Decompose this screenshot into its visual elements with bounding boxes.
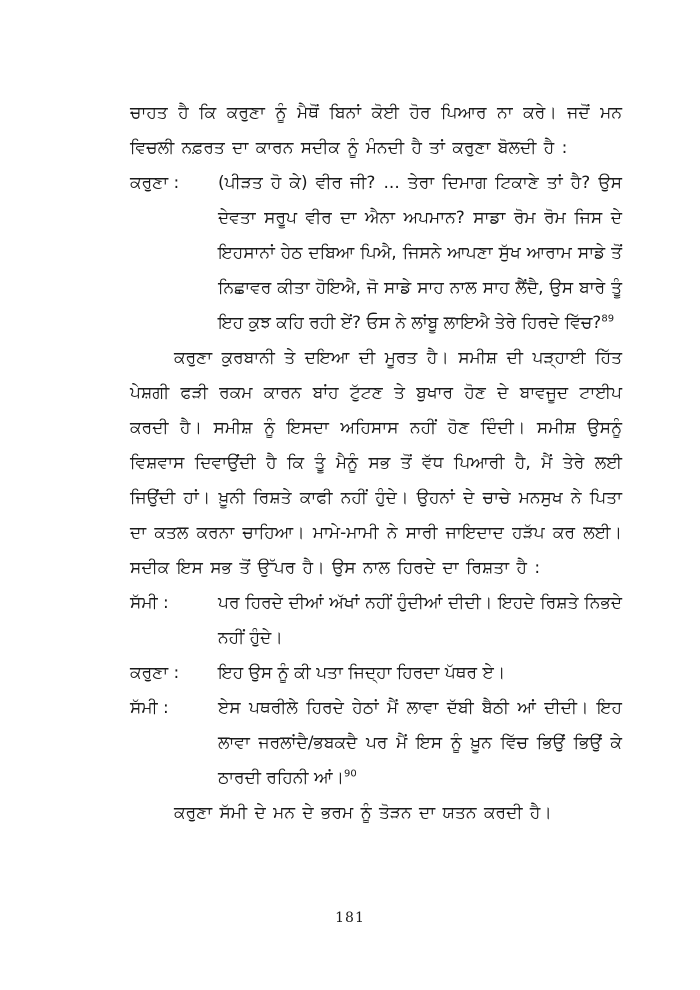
paragraph-karuna-description: ਕਰੁਣਾ ਕੁਰਬਾਨੀ ਤੇ ਦਇਆ ਦੀ ਮੂਰਤ ਹੈ। ਸਮੀਸ਼ ਦੀ ਪੜ੍ਹਾਈ ਹਿੱਤ ਪੇਸ਼ਗੀ ਫੜੀ ਰਕਮ ਕਾਰਨ ਬਾਂਹ ਟੁੱਟਣ ਤੇ ਬੁਖਾਰ ਹੋਣ ਦੇ ਬਾਵਜੂਦ ਟਾਈਪ ਕਰਦੀ ਹੈ। ਸਮੀਸ਼ ਨੂੰ ਇਸਦਾ ਅਹਿਸਾਸ ਨਹੀਂ ਹੋਣ ਦਿੰਦੀ। ਸਮੀਸ਼ ਉਸਨੂੰ ਵਿਸ਼ਵਾਸ ਦਿਵਾਉਂਦੀ ਹੈ ਕਿ ਤੂੰ ਮੈਨੂੰ ਸਭ ਤੋਂ ਵੱਧ ਪਿਆਰੀ ਹੈ, ਮੈਂ ਤੇਰੇ ਲਈ ਜਿਉਂਦੀ ਹਾਂ। ਖ਼ੂਨੀ ਰਿਸ਼ਤੇ ਕਾਫੀ ਨਹੀਂ ਹੁੰਦੇ। ਉਹਨਾਂ ਦੇ ਚਾਚੇ ਮਨਸੁਖ ਨੇ ਪਿਤਾ ਦਾ ਕਤਲ ਕਰਨਾ ਚਾਹਿਆ। ਮਾਮੇ-ਮਾਮੀ ਨੇ ਸਾਰੀ ਜਾਇਦਾਦ ਹੜੱਪ ਕਰ ਲਈ। ਸਦੀਕ ਇਸ ਸਭ ਤੋਂ ਉੱਪਰ ਹੈ। ਉਸ ਨਾਲ ਹਿਰਦੇ ਦਾ ਰਿਸ਼ਤਾ ਹੈ : — [130, 348, 622, 578]
speech-text — [218, 166, 622, 341]
dialogue-sammi-2 — [130, 691, 622, 796]
dialogue-karuna-2 — [130, 656, 622, 691]
speech-text — [218, 691, 622, 796]
dialogue-karuna-1 — [130, 166, 622, 341]
footnote-marker: 90 — [343, 768, 357, 780]
speaker-label: ਸੱਮੀ : — [130, 593, 169, 613]
speech-text: ਪਰ ਹਿਰਦੇ ਦੀਆਂ ਅੱਖਾਂ ਨਹੀਂ ਹੁੰਦੀਆਂ ਦੀਦੀ। ਇਹਦੇ ਰਿਸ਼ਤੇ ਨਿਭਦੇ ਨਹੀਂ ਹੁੰਦੇ। — [218, 593, 622, 648]
speaker-label: ਕਰੁਣਾ : — [130, 663, 180, 683]
speaker-label: ਕਰੁਣਾ : — [130, 173, 180, 193]
speech-text: ਇਹ ਉਸ ਨੂੰ ਕੀ ਪਤਾ ਜਿਦ੍ਹਾ ਹਿਰਦਾ ਪੱਥਰ ਏ। — [218, 663, 506, 683]
page-number: 181 — [335, 910, 365, 926]
speaker-label: ਸੱਮੀ : — [130, 698, 169, 718]
speech-body: ਏਸ ਪਥਰੀਲੇ ਹਿਰਦੇ ਹੇਠਾਂ ਮੈਂ ਲਾਵਾ ਦੱਬੀ ਬੈਠੀ ਆਂ ਦੀਦੀ। ਇਹ ਲਾਵਾ ਜਰਲਾਂਦੈ/ਭਬਕਦੈ ਪਰ ਮੈਂ ਇਸ ਨੂੰ ਖ਼ੂਨ ਵਿੱਚ ਭਿਉਂ ਭਿਉਂ ਕੇ ਠਾਰਦੀ ਰਹਿਨੀ ਆਂ। — [218, 698, 622, 788]
dialogue-sammi-1 — [130, 586, 622, 656]
speech-body: (ਪੀੜਤ ਹੋ ਕੇ) ਵੀਰ ਜੀ? ... ਤੇਰਾ ਦਿਮਾਗ ਟਿਕਾਣੇ ਤਾਂ ਹੈ? ਉਸ ਦੇਵਤਾ ਸਰੂਪ ਵੀਰ ਦਾ ਐਨਾ ਅਪਮਾਨ? ਸਾਡਾ ਰੋਮ ਰੋਮ ਜਿਸ ਦੇ ਇਹਸਾਨਾਂ ਹੇਠ ਦਬਿਆ ਪਿਐ, ਜਿਸਨੇ ਆਪਣਾ ਸੁੱਖ ਆਰਾਮ ਸਾਡੇ ਤੋਂ ਨਿਛਾਵਰ ਕੀਤਾ ਹੋਇਐ, ਜੋ ਸਾਡੇ ਸਾਹ ਨਾਲ ਸਾਹ ਲੈਂਦੈ, ਉਸ ਬਾਰੇ ਤੂੰ ਇਹ ਕੁਝ ਕਹਿ ਰਹੀ ਏਂ? ਓਸ ਨੇ ਲਾਂਬੂ ਲਾਇਐ ਤੇਰੇ ਹਿਰਦੇ ਵਿੱਚ? — [218, 173, 622, 333]
paragraph-intro: ਚਾਹਤ ਹੈ ਕਿ ਕਰੁਣਾ ਨੂੰ ਮੈਥੋਂ ਬਿਨਾਂ ਕੋਈ ਹੋਰ ਪਿਆਰ ਨਾ ਕਰੇ। ਜਦੋਂ ਮਨ ਵਿਚਲੀ ਨਫ਼ਰਤ ਦਾ ਕਾਰਨ ਸਦੀਕ ਨੂੰ ਮੰਨਦੀ ਹੈ ਤਾਂ ਕਰੁਣਾ ਬੋਲਦੀ ਹੈ : — [130, 103, 622, 158]
paragraph-closing: ਕਰੁਣਾ ਸੱਮੀ ਦੇ ਮਨ ਦੇ ਭਰਮ ਨੂੰ ਤੋੜਨ ਦਾ ਯਤਨ ਕਰਦੀ ਹੈ। — [174, 803, 552, 823]
footnote-marker: 89 — [601, 313, 615, 325]
page-body — [130, 96, 622, 831]
